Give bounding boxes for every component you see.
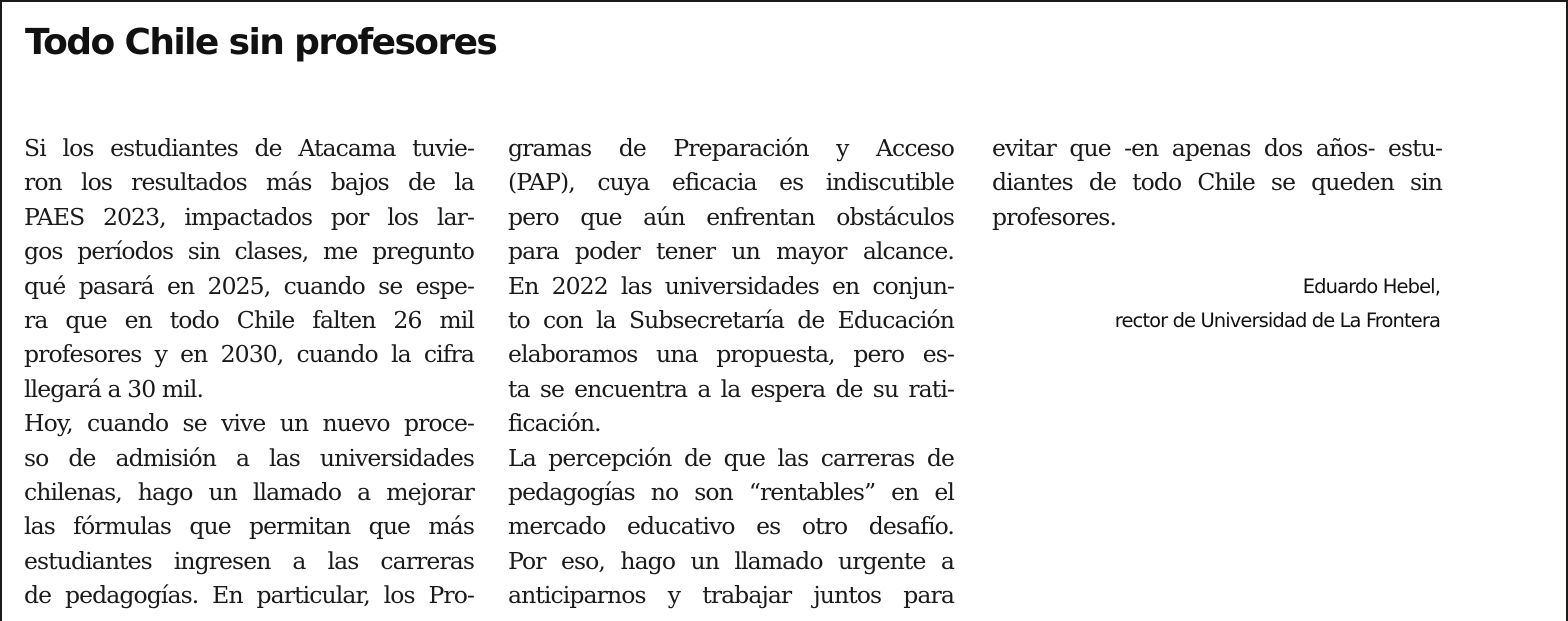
text-line: profesores. bbox=[992, 202, 1117, 231]
text-line: Hoy, cuando se vive un nuevo proce- bbox=[24, 409, 474, 438]
text-line: Si los estudiantes de Atacama tuvie- bbox=[24, 134, 474, 162]
text-line: diantes de todo Chile se queden sin bbox=[992, 168, 1442, 197]
text-line: gos períodos sin clases, me pregunto bbox=[24, 237, 474, 266]
text-line: ra que en todo Chile falten 26 mil bbox=[24, 305, 474, 334]
text-line: so de admisión a las universidades bbox=[24, 443, 474, 472]
text-line: ficación. bbox=[508, 409, 601, 438]
text-line: evitar que -en apenas dos años- estu- bbox=[992, 134, 1442, 162]
text-line: mercado educativo es otro desafío. bbox=[508, 512, 954, 541]
text-line: La percepción de que las carreras de bbox=[508, 443, 954, 472]
text-line: estudiantes ingresen a las carreras bbox=[24, 546, 474, 575]
author-title: rector de Universidad de La Frontera bbox=[1114, 309, 1440, 332]
text-line: pedagogías no son “rentables” en el bbox=[508, 477, 954, 506]
text-line: de pedagogías. En particular, los Pro- bbox=[24, 581, 474, 610]
text-line: las fórmulas que permitan que más bbox=[24, 512, 474, 541]
text-line: pero que aún enfrentan obstáculos bbox=[508, 202, 954, 231]
text-line: para poder tener un mayor alcance. bbox=[508, 237, 954, 266]
headline: Todo Chile sin profesores bbox=[25, 22, 497, 63]
text-line: ron los resultados más bajos de la bbox=[24, 168, 474, 197]
author-signature bbox=[1115, 270, 1440, 338]
text-line: qué pasará en 2025, cuando se espe- bbox=[24, 271, 474, 300]
article-column-1 bbox=[24, 131, 474, 612]
text-line: elaboramos una propuesta, pero es- bbox=[508, 340, 954, 369]
text-line: anticiparnos y trabajar juntos para bbox=[508, 581, 954, 610]
article-column-2 bbox=[508, 131, 954, 612]
text-line: En 2022 las universidades en conjun- bbox=[508, 271, 954, 300]
text-line: Por eso, hago un llamado urgente a bbox=[508, 546, 954, 575]
article-column-3 bbox=[992, 131, 1442, 234]
text-line: (PAP), cuya eficacia es indiscutible bbox=[508, 168, 954, 197]
text-line: gramas de Preparación y Acceso bbox=[508, 134, 954, 162]
text-line: llegará a 30 mil. bbox=[24, 374, 204, 403]
text-line: profesores y en 2030, cuando la cifra bbox=[24, 340, 474, 369]
text-line: ta se encuentra a la espera de su rati- bbox=[508, 374, 954, 403]
text-line: PAES 2023, impactados por los lar- bbox=[24, 202, 474, 231]
author-name: Eduardo Hebel, bbox=[1302, 275, 1440, 298]
text-line: chilenas, hago un llamado a mejorar bbox=[24, 477, 474, 506]
text-line: to con la Subsecretaría de Educación bbox=[508, 305, 954, 334]
